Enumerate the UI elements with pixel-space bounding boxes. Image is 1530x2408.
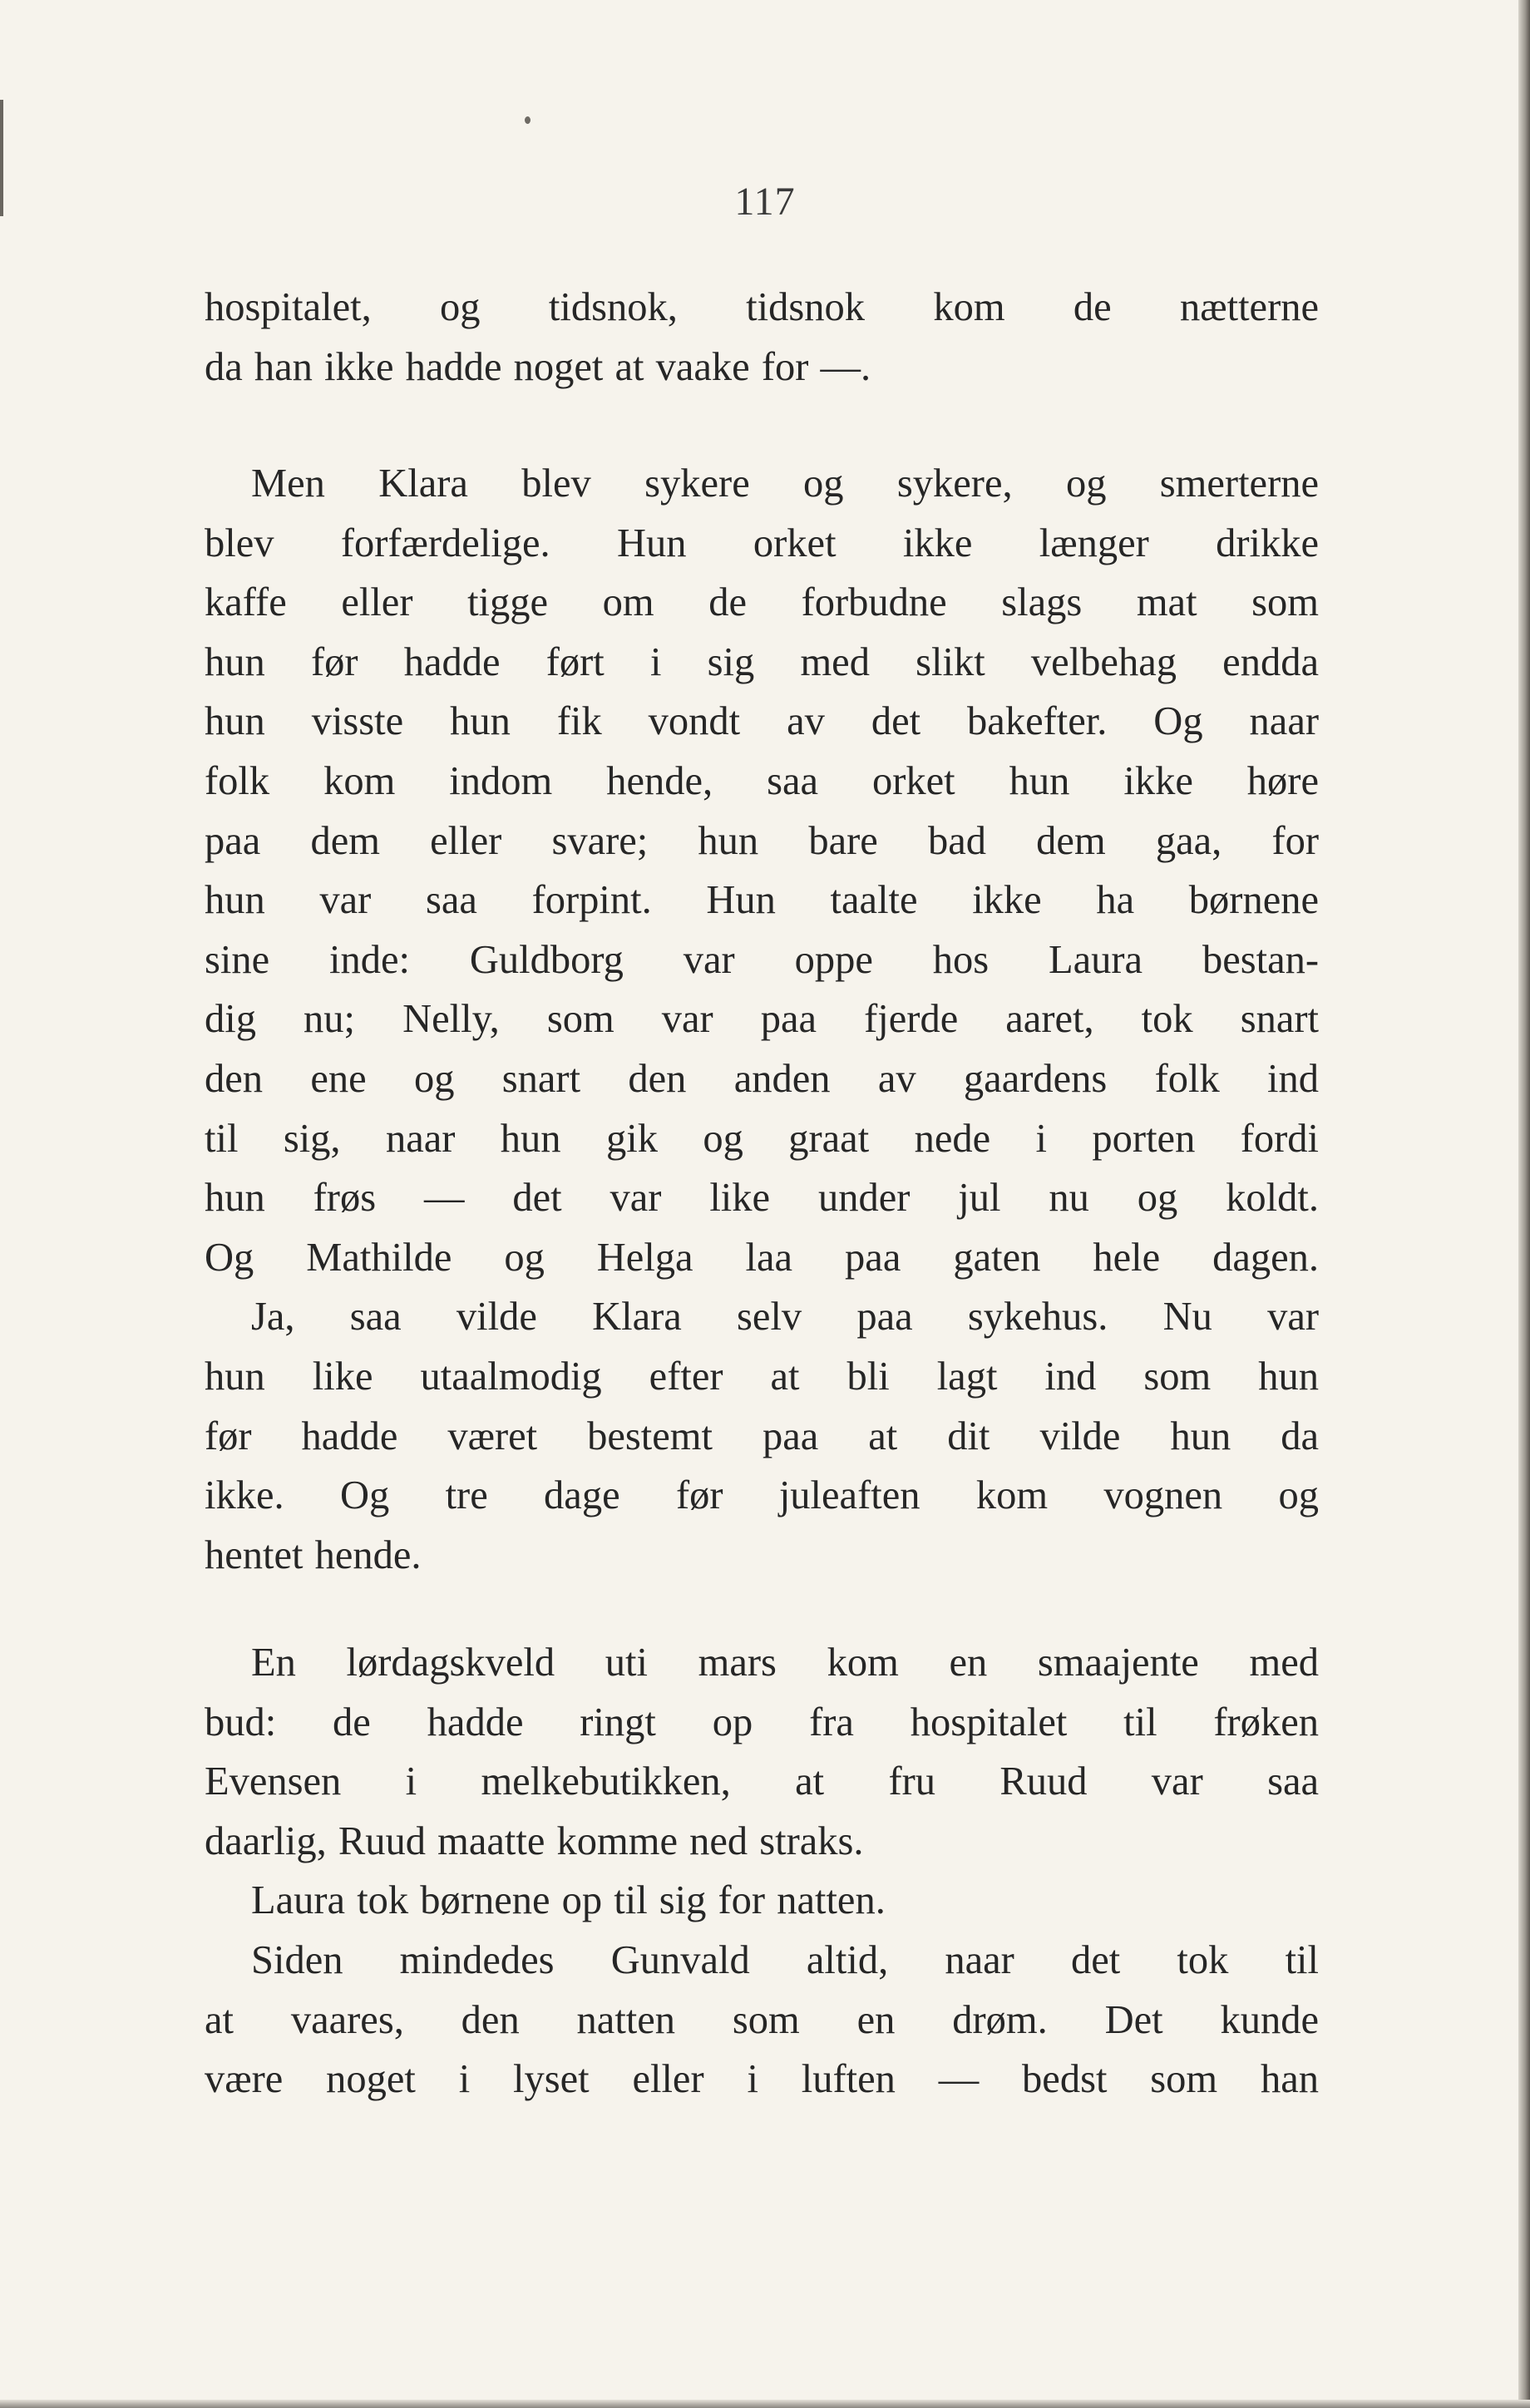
text-line: Ja, saa vilde Klara selv paa sykehus. Nu var [251,1295,1319,1340]
text-line: hun før hadde ført i sig med slikt velbehag endda [205,639,1319,684]
text-line: dig nu; Nelly, som var paa fjerde aaret, tok snart [205,997,1319,1042]
text-line: før hadde været bestemt paa at dit vilde hun da [205,1414,1319,1458]
text-line: den ene og snart den anden av gaardens folk ind [205,1056,1319,1101]
paragraph-lordagskveld [205,1633,1319,2109]
text-line: Siden mindedes Gunvald altid, naar det tok til [251,1937,1319,1982]
text-line: at vaares, den natten som en drøm. Det kunde [205,1997,1319,2042]
text-line: være noget i lyset eller i luften — bedst som han [205,2057,1319,2102]
text-line: bud: de hadde ringt op fra hospitalet til frøken [205,1700,1319,1744]
text-line: til sig, naar hun gik og graat nede i porten fordi [205,1116,1319,1161]
text-line: En lørdagskveld uti mars kom en smaajente med [251,1641,1319,1685]
text-line: kaffe eller tigge om de forbudne slags mat som [205,580,1319,625]
text-line: Men Klara blev sykere og sykere, og smerterne [251,461,1319,506]
text-line: hun frøs — det var like under jul nu og koldt. [205,1176,1319,1221]
text-line: sine inde: Guldborg var oppe hos Laura bestan- [205,937,1319,982]
text-line: hun visste hun fik vondt av det bakefter. Og naar [205,699,1319,744]
text-line: hun var saa forpint. Hun taalte ikke ha børnene [205,878,1319,923]
text-line: hospitalet, og tidsnok, tidsnok kom de nætterne [205,285,1319,329]
page-edge-bottom [0,2400,1530,2408]
text-line: daarlig, Ruud maatte komme ned straks. [205,1818,864,1863]
page-edge-right [1518,0,1530,2408]
paragraph-klara [205,454,1319,1585]
text-line: folk kom indom hende, saa orket hun ikke høre [205,758,1319,803]
page-number: 117 [734,180,796,224]
paragraph-continuation [205,278,1319,397]
text-line: blev forfærdelige. Hun orket ikke længer drikke [205,521,1319,565]
text-line: ikke. Og tre dage før juleaften kom vognen og [205,1473,1319,1518]
text-line: Og Mathilde og Helga laa paa gaten hele dagen. [205,1235,1319,1280]
text-line: hun like utaalmodig efter at bli lagt ind som hun [205,1354,1319,1399]
text-line: da han ikke hadde noget at vaake for —. [205,344,871,389]
text-line: paa dem eller svare; hun bare bad dem gaa, for [205,818,1319,863]
text-line: Evensen i melkebutikken, at fru Ruud var saa [205,1759,1319,1804]
text-line: hentet hende. [205,1532,422,1577]
ink-speck [525,116,531,124]
text-line: Laura tok børnene op til sig for natten. [251,1878,886,1923]
